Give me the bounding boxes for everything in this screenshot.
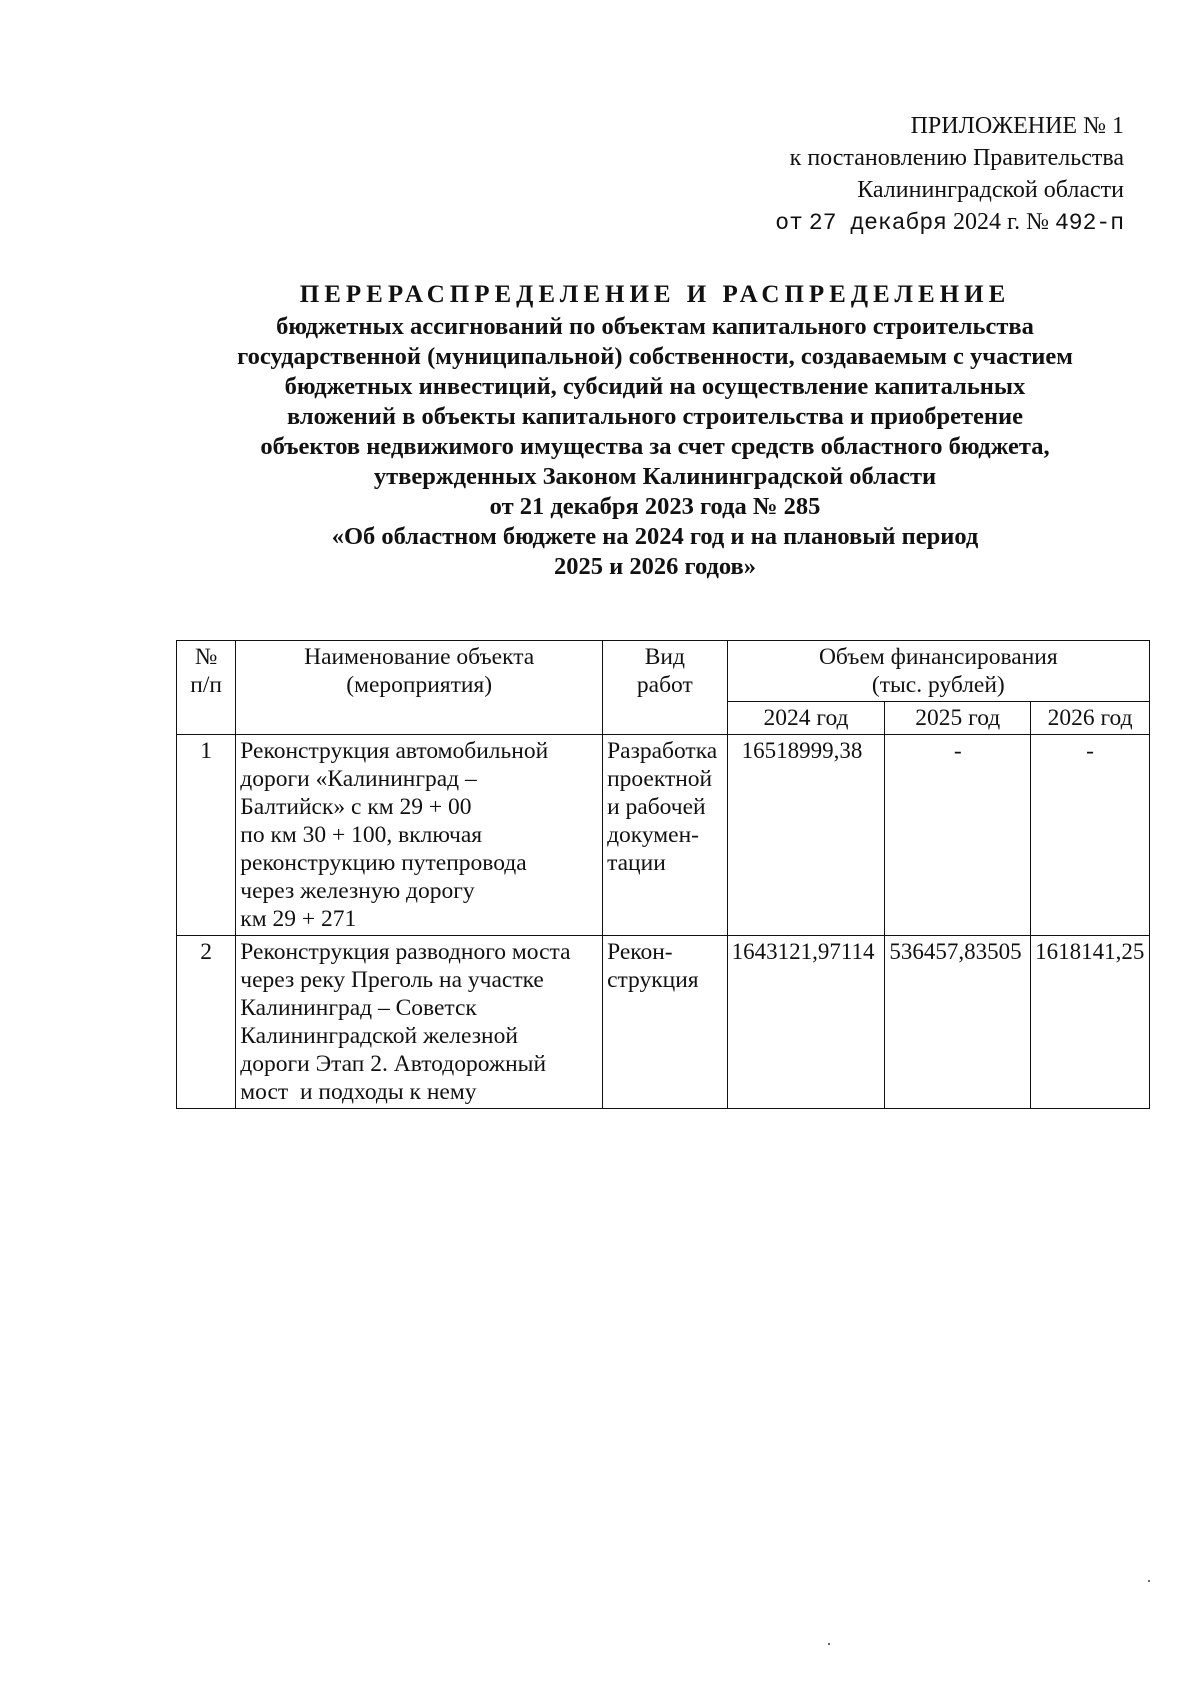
name-line: Калининградской железной: [240, 1023, 518, 1049]
row-amount-2025: -: [885, 735, 1031, 936]
scan-speck: [828, 1643, 830, 1645]
header-kind: [603, 641, 728, 735]
table-row: [177, 735, 1150, 936]
appendix-line-1: к постановлению Правительства: [789, 145, 1124, 171]
header-num-line: №: [194, 644, 218, 670]
name-line: Реконструкция автомобильной: [240, 738, 549, 764]
row-object-name: [236, 735, 603, 936]
header-year-2024: 2024 год: [727, 702, 885, 735]
header-funding-line: (тыс. рублей): [871, 672, 1005, 698]
header-name: [236, 641, 603, 735]
name-line: реконструкцию путепровода: [240, 850, 527, 876]
date-prefix: от: [775, 210, 803, 236]
header-row: [177, 641, 1150, 702]
document-heading: [160, 280, 1150, 582]
kind-line: докумен-: [607, 822, 699, 848]
heading-line: «Об областном бюджете на 2024 год и на плановый период: [331, 523, 979, 550]
header-kind-line: работ: [636, 672, 693, 698]
appendix-line-2: Калининградской области: [857, 177, 1124, 203]
kind-line: проектной: [607, 766, 713, 792]
kind-line: Разработка: [607, 738, 718, 764]
kind-line: струкция: [607, 967, 699, 993]
document-number: 492-п: [1054, 210, 1124, 236]
scan-speck: [1148, 1580, 1150, 1582]
heading-line: от 21 декабря 2023 года № 285: [489, 493, 821, 520]
appendix-header: [704, 110, 1124, 239]
name-line: через железную дорогу: [240, 878, 475, 904]
table-row: [177, 936, 1150, 1109]
kind-line: и рабочей: [607, 794, 706, 820]
header-year-2026: 2026 год: [1031, 702, 1150, 735]
row-amount-2026: -: [1031, 735, 1150, 936]
header-funding-line: Объем финансирования: [818, 644, 1058, 670]
appendix-date-line: [704, 206, 1124, 239]
heading-line: 2025 и 2026 годов»: [553, 553, 757, 580]
heading-line: объектов недвижимого имущества за счет средств областного бюджета,: [260, 433, 1050, 460]
header-funding: [727, 641, 1149, 702]
row-amount-2024: 16518999,38: [727, 735, 885, 936]
kind-line: Рекон-: [607, 939, 673, 965]
row-num: 1: [177, 735, 236, 936]
row-amount-2026: 1618141,25: [1031, 936, 1150, 1109]
header-num-line: п/п: [190, 672, 222, 698]
name-line: Калининград – Советск: [240, 995, 477, 1021]
name-line: через реку Преголь на участке: [240, 967, 544, 993]
kind-line: тации: [607, 850, 666, 876]
name-line: по км 30 + 100, включая: [240, 822, 483, 848]
row-work-kind: [603, 735, 728, 936]
header-name-line: Наименование объекта: [304, 644, 535, 670]
row-num: 2: [177, 936, 236, 1109]
name-line: мост и подходы к нему: [240, 1079, 477, 1105]
name-line: дороги «Калининград –: [240, 766, 477, 792]
heading-line: государственной (муниципальной) собственности, создаваемым с участием: [237, 343, 1073, 370]
header-year-2025: 2025 год: [885, 702, 1031, 735]
row-work-kind: [603, 936, 728, 1109]
name-line: дороги Этап 2. Автодорожный: [240, 1051, 547, 1077]
name-line: км 29 + 271: [240, 906, 357, 932]
heading-line: бюджетных инвестиций, субсидий на осуществление капитальных: [284, 373, 1026, 400]
funding-table: [176, 640, 1150, 1109]
row-object-name: [236, 936, 603, 1109]
header-kind-line: Вид: [644, 644, 685, 670]
row-amount-2025: 536457,83505: [885, 936, 1031, 1109]
date-value: 27 декабря: [808, 210, 947, 236]
name-line: Реконструкция разводного моста: [240, 939, 571, 965]
heading-line: вложений в объекты капитального строительства и приобретение: [287, 403, 1023, 430]
header-num: [177, 641, 236, 735]
spaced-title: ПЕРЕРАСПРЕДЕЛЕНИЕ И РАСПРЕДЕЛЕНИЕ: [299, 281, 1011, 308]
appendix-title: ПРИЛОЖЕНИЕ № 1: [910, 113, 1124, 139]
row-amount-2024: 1643121,97114: [727, 936, 885, 1109]
heading-line: утвержденных Законом Калининградской области: [373, 463, 937, 490]
name-line: Балтийск» с км 29 + 00: [240, 794, 472, 820]
heading-line: бюджетных ассигнований по объектам капитального строительства: [276, 313, 1034, 340]
year-text: 2024 г. №: [952, 209, 1049, 235]
header-name-line: (мероприятия): [346, 672, 493, 698]
